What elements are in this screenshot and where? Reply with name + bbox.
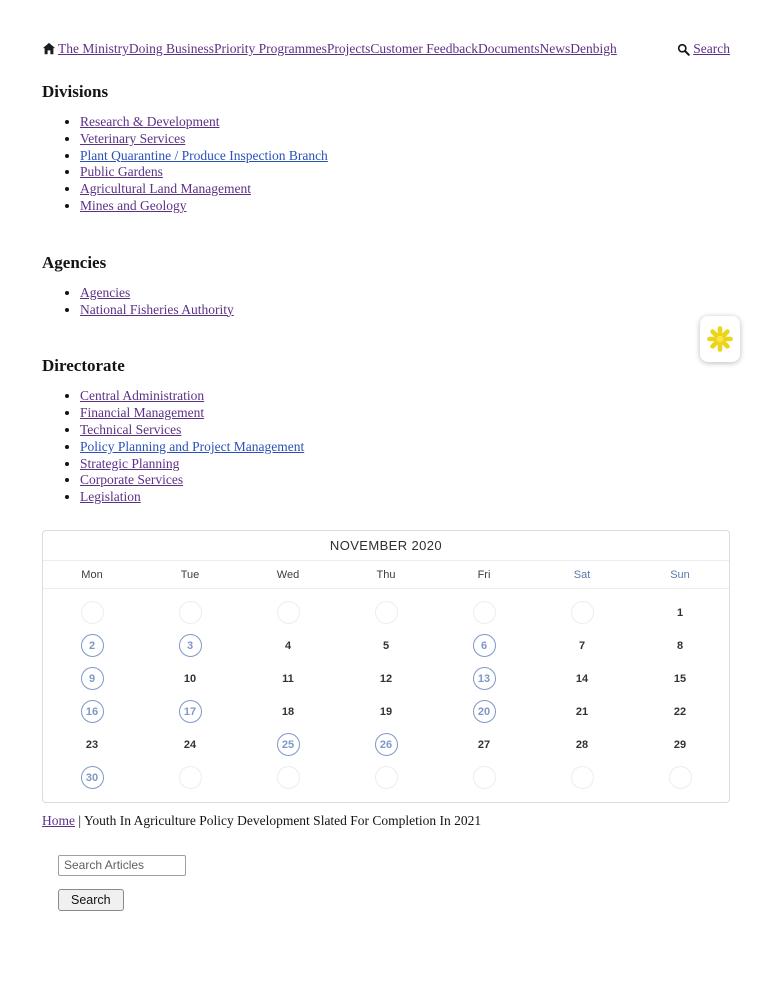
calendar-day-21: 21 <box>575 705 589 718</box>
accessibility-widget-button[interactable] <box>700 316 740 362</box>
calendar-cell <box>141 601 239 625</box>
section-link[interactable]: Strategic Planning <box>80 455 180 471</box>
calendar-day-1: 1 <box>676 606 684 619</box>
breadcrumb-home-link[interactable]: Home <box>42 812 75 828</box>
list-item <box>80 148 730 165</box>
calendar-cell <box>239 700 337 724</box>
calendar-cell <box>435 634 533 658</box>
calendar-cell <box>533 634 631 658</box>
calendar-day-23: 23 <box>85 738 99 751</box>
calendar-cell <box>239 601 337 625</box>
calendar-cell <box>533 601 631 625</box>
calendar-cell <box>435 601 533 625</box>
calendar-day-9[interactable]: 9 <box>81 667 104 690</box>
home-link[interactable] <box>42 42 56 56</box>
calendar-day-20[interactable]: 20 <box>473 700 496 723</box>
section-link-list <box>42 388 730 506</box>
calendar-day-10: 10 <box>183 672 197 685</box>
calendar-cell <box>631 601 729 625</box>
accessibility-asterisk-icon <box>706 325 734 353</box>
home-icon <box>42 42 56 56</box>
list-item <box>80 422 730 439</box>
search-articles-input[interactable] <box>58 855 186 876</box>
section-link[interactable]: Plant Quarantine / Produce Inspection Branch <box>80 147 328 163</box>
events-calendar <box>42 530 730 803</box>
calendar-cell <box>337 733 435 757</box>
calendar-day-18: 18 <box>281 705 295 718</box>
calendar-grid <box>43 589 729 802</box>
calendar-cell <box>337 766 435 790</box>
calendar-cell <box>337 667 435 691</box>
calendar-cell <box>631 667 729 691</box>
calendar-empty-slot <box>473 766 496 789</box>
calendar-day-27: 27 <box>477 738 491 751</box>
top-nav <box>42 40 730 58</box>
calendar-day-8: 8 <box>676 639 684 652</box>
list-item <box>80 489 730 506</box>
calendar-day-7: 7 <box>578 639 586 652</box>
list-item <box>80 302 730 319</box>
calendar-cell <box>435 700 533 724</box>
nav-link-the-ministry[interactable]: The Ministry <box>58 41 129 56</box>
calendar-cell <box>435 766 533 790</box>
section-link[interactable]: Agricultural Land Management <box>80 181 251 197</box>
calendar-empty-slot <box>179 601 202 624</box>
calendar-day-22: 22 <box>673 705 687 718</box>
calendar-cell <box>533 766 631 790</box>
section-link-list <box>42 285 730 319</box>
section-link[interactable]: National Fisheries Authority <box>80 301 234 317</box>
section-link[interactable]: Agencies <box>80 284 131 300</box>
section-title-agencies: Agencies <box>42 252 107 272</box>
calendar-cell <box>141 766 239 790</box>
calendar-day-2[interactable]: 2 <box>81 634 104 657</box>
calendar-day-14: 14 <box>575 672 589 685</box>
list-item <box>80 405 730 422</box>
section-link[interactable]: Research & Development <box>80 114 220 129</box>
section-link[interactable]: Financial Management <box>80 405 205 421</box>
nav-link-projects[interactable]: Projects <box>326 41 371 56</box>
calendar-day-24: 24 <box>183 738 197 751</box>
calendar-day-6[interactable]: 6 <box>473 634 496 657</box>
nav-search-link[interactable] <box>677 40 730 58</box>
list-item <box>80 131 730 148</box>
nav-link-customer-feedback[interactable]: Customer Feedback <box>370 41 478 56</box>
calendar-cell <box>631 766 729 790</box>
calendar-cell <box>239 733 337 757</box>
calendar-cell <box>631 700 729 724</box>
calendar-cell <box>141 700 239 724</box>
section-title-divisions: Divisions <box>42 82 109 101</box>
calendar-cell <box>43 766 141 790</box>
section-link[interactable]: Veterinary Services <box>80 130 186 146</box>
section-link[interactable]: Public Gardens <box>80 164 163 180</box>
nav-link-priority-programmes[interactable]: Priority Programmes <box>214 41 327 56</box>
calendar-cell <box>43 667 141 691</box>
nav-link-documents[interactable]: Documents <box>478 41 540 56</box>
calendar-day-12: 12 <box>379 672 393 685</box>
nav-link-news[interactable]: News <box>539 41 571 56</box>
calendar-cell <box>239 667 337 691</box>
weekday-sun: Sun <box>670 568 690 581</box>
sections <box>42 82 730 506</box>
calendar-empty-slot <box>669 766 692 789</box>
breadcrumb <box>42 813 730 829</box>
calendar-day-15: 15 <box>673 672 687 685</box>
calendar-title: NOVEMBER 2020 <box>43 531 729 561</box>
calendar-cell <box>239 634 337 658</box>
list-item <box>80 456 730 473</box>
section-title-directorate: Directorate <box>42 356 125 376</box>
calendar-cell <box>435 667 533 691</box>
list-item <box>80 164 730 181</box>
article-search <box>58 855 730 911</box>
calendar-day-28: 28 <box>575 738 589 751</box>
calendar-empty-slot <box>571 601 594 624</box>
calendar-weekdays <box>43 561 729 589</box>
calendar-cell <box>239 766 337 790</box>
calendar-cell <box>337 700 435 724</box>
calendar-empty-slot <box>375 766 398 789</box>
list-item <box>80 198 730 215</box>
calendar-empty-slot <box>277 766 300 789</box>
calendar-cell <box>141 733 239 757</box>
weekday-sat: Sat <box>573 568 591 581</box>
calendar-empty-slot <box>571 766 594 789</box>
calendar-cell <box>337 601 435 625</box>
calendar-day-30[interactable]: 30 <box>81 766 104 789</box>
nav-search-label: Search <box>693 41 730 56</box>
calendar-day-29: 29 <box>673 738 687 751</box>
calendar-empty-slot <box>473 601 496 624</box>
calendar-empty-slot <box>375 601 398 624</box>
calendar-day-4: 4 <box>284 639 292 652</box>
section-link[interactable]: Legislation <box>80 489 141 505</box>
calendar-cell <box>43 634 141 658</box>
list-item <box>80 114 730 131</box>
list-item <box>80 472 730 489</box>
calendar-day-17[interactable]: 17 <box>179 700 202 723</box>
calendar-empty-slot <box>277 601 300 624</box>
calendar-cell <box>533 700 631 724</box>
calendar-cell <box>43 601 141 625</box>
nav-link-denbigh[interactable]: Denbigh <box>570 41 617 56</box>
calendar-cell <box>631 733 729 757</box>
weekday-fri: Fri <box>477 568 491 581</box>
section-link[interactable]: Central Administration <box>80 388 205 404</box>
section-link[interactable]: Corporate Services <box>80 472 184 488</box>
calendar-day-13[interactable]: 13 <box>473 667 496 690</box>
weekday-wed: Wed <box>276 568 300 581</box>
breadcrumb-separator: | <box>78 812 82 828</box>
breadcrumb-page-title: Youth In Agriculture Policy Development Slated For Completion In 2021 <box>83 812 482 828</box>
list-item <box>80 439 730 456</box>
calendar-empty-slot <box>179 766 202 789</box>
calendar-cell <box>43 733 141 757</box>
calendar-cell <box>435 733 533 757</box>
list-item <box>80 285 730 302</box>
calendar-cell <box>141 667 239 691</box>
list-item <box>80 181 730 198</box>
calendar-cell <box>533 667 631 691</box>
section-link[interactable]: Mines and Geology <box>80 197 187 213</box>
calendar-day-11: 11 <box>282 672 294 685</box>
calendar-day-5: 5 <box>382 639 390 652</box>
calendar-day-16[interactable]: 16 <box>81 700 104 723</box>
section-link[interactable]: Technical Services <box>80 421 182 437</box>
calendar-day-25[interactable]: 25 <box>277 733 300 756</box>
section-link-list <box>42 114 730 215</box>
list-item <box>80 388 730 405</box>
calendar-day-3[interactable]: 3 <box>179 634 202 657</box>
weekday-tue: Tue <box>180 568 200 581</box>
calendar-day-26[interactable]: 26 <box>375 733 398 756</box>
section-link[interactable]: Policy Planning and Project Management <box>80 438 305 454</box>
calendar-cell <box>337 634 435 658</box>
search-button[interactable]: Search <box>58 889 124 911</box>
calendar-cell <box>141 634 239 658</box>
weekday-thu: Thu <box>376 568 396 581</box>
calendar-cell <box>631 634 729 658</box>
weekday-mon: Mon <box>81 568 103 581</box>
calendar-day-19: 19 <box>379 705 393 718</box>
calendar-cell <box>533 733 631 757</box>
calendar-empty-slot <box>81 601 104 624</box>
nav-link-doing-business[interactable]: Doing Business <box>128 41 215 56</box>
calendar-cell <box>43 700 141 724</box>
top-nav-links <box>58 40 617 58</box>
search-icon <box>677 43 690 56</box>
